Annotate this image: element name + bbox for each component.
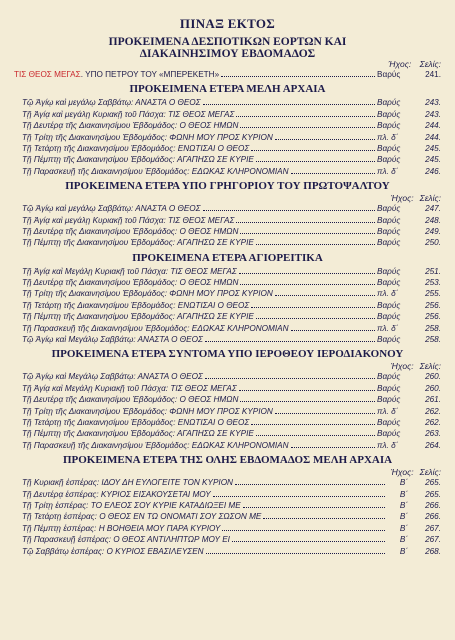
toc-entry: [22, 334, 441, 345]
entry-page: 258.: [425, 323, 441, 333]
entry-page: 258.: [425, 335, 441, 345]
entry-page: 268.: [425, 546, 441, 556]
section-heading: ΠΡΟΚΕΙΜΕΝΑ ΕΤΕΡΑ ΤΗΣ ΟΛΗΣ ΕΒΔΟΜΑΔΟΣ ΜΕΛΗ ΑΡΧΑΙΑ: [62, 454, 393, 467]
entry-text: Τῇ Τετάρτῃ τῆς Διακαινησίμου Ἑβδομάδος: ΕΝΩΤΙΣΑΙ Ο ΘΕΟΣ: [22, 417, 250, 427]
entry-text: Τῇ Δευτέρᾳ τῆς Διακαινησίμου Ἑβδομάδος: Ο ΘΕΟΣ ΗΜΩΝ: [22, 226, 239, 236]
subtitle: [0, 36, 455, 60]
page-column-header: Σελίς:: [419, 59, 441, 69]
entry-mode: πλ. δ΄: [377, 406, 399, 416]
toc-entry: [22, 371, 441, 382]
entry-mode: πλ. δ΄: [377, 289, 399, 299]
toc-entry: [22, 477, 441, 488]
dot-leader: [221, 76, 375, 77]
entry-mode: Βαρύς: [377, 70, 401, 79]
dot-leader: [251, 307, 375, 308]
entry-page: 265.: [425, 478, 441, 488]
toc-entry: [22, 534, 441, 545]
toc-entry: [22, 226, 441, 237]
toc-entry: [22, 383, 441, 394]
entry-mode: Β΄: [399, 512, 409, 522]
entry-text: Τῇ Τρίτῃ τῆς Διακαινησίμου Ἑβδομάδος: ΦΩΝΗ ΜΟΥ ΠΡΟΣ ΚΥΡΙΟΝ: [22, 132, 273, 142]
entry-text: Τῇ Πέμπτῃ ἑσπέρας: Η ΒΟΗΘΕΙΑ ΜΟΥ ΠΑΡΑ ΚΥΡΙΟΥ: [22, 523, 221, 533]
entry-mode: Βαρύς: [377, 98, 401, 108]
entry-page: 267.: [425, 535, 441, 545]
dot-leader: [240, 284, 375, 285]
entry-mode: Β΄: [399, 500, 409, 510]
toc-entry: [22, 154, 441, 165]
entry-mode: Βαρύς: [377, 238, 401, 248]
entry-page: 256.: [425, 300, 441, 310]
dot-leader: [275, 413, 375, 414]
entry-page: 249.: [425, 226, 441, 236]
entry-text: Τῇ Παρασκευῇ τῆς Διακαινησίμου Ἑβδομάδος: ΕΔΩΚΑΣ ΚΛΗΡΟΝΟΜΙΑΝ: [22, 440, 289, 450]
sections: [0, 82, 455, 557]
entry-mode: Βαρύς: [377, 155, 401, 165]
entry-mode: Βαρύς: [377, 226, 401, 236]
mode-column-header: Ήχος:: [390, 467, 414, 478]
toc-entry: [22, 323, 441, 334]
entry-text: Τῷ Ἁγίῳ καὶ μεγάλῳ Σαββάτῳ: ΑΝΑΣΤΑ Ο ΘΕΟΣ: [22, 204, 201, 214]
dot-leader: [256, 161, 375, 162]
dot-leader: [291, 330, 375, 331]
toc-entry: [22, 97, 441, 108]
toc-entry: [22, 288, 441, 299]
entry-mode: Βαρύς: [377, 312, 401, 322]
entry-page: 267.: [425, 523, 441, 533]
dot-leader: [240, 401, 375, 402]
entry-page: 243.: [425, 109, 441, 119]
mode-column-header: Ήχος:: [390, 361, 414, 372]
entry-page: 256.: [425, 312, 441, 322]
entry-text: Τῇ Πέμπτῃ τῆς Διακαινησίμου Ἑβδομάδος: ΑΓΑΠΗΣΩ ΣΕ ΚΥΡΙΕ: [22, 312, 254, 322]
entry-rest: . ΥΠΟ ΠΕΤΡΟΥ ΤΟΥ «ΜΠΕΡΕΚΕΤΗ»: [80, 70, 220, 79]
toc-entry: [22, 203, 441, 214]
entry-page: 247.: [425, 204, 441, 214]
toc-entry: [22, 166, 441, 177]
entry-mode: Β΄: [399, 489, 409, 499]
dot-leader: [235, 484, 385, 485]
entry-mode: Βαρύς: [377, 335, 401, 345]
entry-text: Τῇ Κυριακῇ ἑσπέρας: ΙΔΟΥ ΔΗ ΕΥΛΟΓΕΙΤΕ ΤΟΝ ΚΥΡΙΟΝ: [22, 478, 233, 488]
entry-page: 262.: [425, 406, 441, 416]
dot-leader: [203, 210, 375, 211]
entry-text: Τῷ Ἁγίῳ καὶ Μεγάλῳ Σαββάτῳ: ΑΝΑΣΤΑ Ο ΘΕΟΣ: [22, 335, 203, 345]
dot-leader: [240, 233, 375, 234]
dot-leader: [291, 173, 375, 174]
dot-leader: [203, 104, 375, 105]
entry-mode: Βαρύς: [377, 204, 401, 214]
entry-text: Τῇ Δευτέρᾳ ἑσπέρας: ΚΥΡΙΟΣ ΕΙΣΑΚΟΥΣΕΤΑΙ ΜΟΥ: [22, 489, 211, 499]
entry-red-title: ΤΙΣ ΘΕΟΣ ΜΕΓΑΣ: [14, 70, 81, 79]
page-column-header: Σελίς:: [419, 193, 441, 204]
entry-page: 244.: [425, 132, 441, 142]
toc-entry: [22, 215, 441, 226]
entry-text: Τῇ Τρίτῃ ἑσπέρας: ΤΟ ΕΛΕΟΣ ΣΟΥ ΚΥΡΙΕ ΚΑΤΑΔΙΩΞΕΙ ΜΕ: [22, 500, 241, 510]
toc-entry: [22, 237, 441, 248]
entry-page: 262.: [425, 417, 441, 427]
entry-page: 265.: [425, 489, 441, 499]
entry-text: Τῷ Σαββάτῳ ἑσπέρας: Ο ΚΥΡΙΟΣ ΕΒΑΣΙΛΕΥΣΕΝ: [22, 546, 204, 556]
entry-page: 255.: [425, 289, 441, 299]
dot-leader: [251, 150, 375, 151]
column-headers: [0, 60, 455, 69]
toc-entry: [22, 523, 441, 534]
dot-leader: [251, 424, 375, 425]
toc-entry: [22, 489, 441, 500]
dot-leader: [243, 507, 385, 508]
dot-leader: [205, 341, 375, 342]
entry-mode: Βαρύς: [377, 417, 401, 427]
entry-text: Τῇ Πέμπτῃ τῆς Διακαινησίμου Ἑβδομάδος: ΑΓΑΠΗΣΩ ΣΕ ΚΥΡΙΕ: [22, 429, 254, 439]
entry-mode: Βαρύς: [377, 143, 401, 153]
entry-text: Τῇ Παρασκευῇ τῆς Διακαινησίμου Ἑβδομάδος: ΕΔΩΚΑΣ ΚΛΗΡΟΝΟΜΙΑΝ: [22, 323, 289, 333]
dot-leader: [236, 222, 375, 223]
toc-entry: [22, 120, 441, 131]
subtitle-line-1: ΠΡΟΚΕΙΜΕΝΑ ΔΕΣΠΟΤΙΚΩΝ ΕΟΡΤΩΝ ΚΑΙ: [108, 36, 347, 48]
entry-text: Τῷ Ἁγίῳ καὶ Μεγάλῳ Σαββάτῳ: ΑΝΑΣΤΑ Ο ΘΕΟΣ: [22, 372, 203, 382]
page-column-header: Σελίς:: [419, 361, 441, 372]
dot-leader: [239, 390, 375, 391]
subtitle-line-2: ΔΙΑΚΑΙΝΗΣΙΜΟΥ ΕΒΔΟΜΑΔΟΣ: [139, 48, 316, 60]
mode-column-header: Ήχος:: [388, 59, 412, 69]
entry-text: Τῇ Ἁγίᾳ καὶ Μεγάλῃ Κυριακῇ τοῦ Πάσχα: ΤΙΣ ΘΕΟΣ ΜΕΓΑΣ: [22, 383, 237, 393]
entry-page: 261.: [425, 395, 441, 405]
section-heading: ΠΡΟΚΕΙΜΕΝΑ ΕΤΕΡΑ ΑΓΙΟΡΕΙΤΙΚΑ: [132, 251, 323, 264]
entry-mode: πλ. δ΄: [377, 166, 399, 176]
page-column-header: Σελίς:: [419, 467, 441, 478]
dot-leader: [213, 496, 385, 497]
dot-leader: [232, 541, 385, 542]
entry-text: Τῇ Ἁγίᾳ καὶ μεγάλῃ Κυριακῇ τοῦ Πάσχα: ΤΙΣ ΘΕΟΣ ΜΕΓΑΣ: [22, 215, 235, 225]
entry-mode: Βαρύς: [377, 372, 401, 382]
dot-leader: [256, 318, 375, 319]
dot-leader: [256, 244, 375, 245]
entry-page: 253.: [425, 278, 441, 288]
entry-text: Τῇ Πέμπτῃ τῆς Διακαινησίμου Ἑβδομάδος: ΑΓΑΠΗΣΩ ΣΕ ΚΥΡΙΕ: [22, 155, 254, 165]
dot-leader: [206, 553, 385, 554]
entry-mode: Β΄: [399, 546, 409, 556]
section-heading: ΠΡΟΚΕΙΜΕΝΑ ΕΤΕΡΑ ΥΠΟ ΓΡΗΓΟΡΙΟΥ ΤΟΥ ΠΡΩΤΟΨΑΛΤΟΥ: [65, 180, 390, 193]
toc-entry: [22, 440, 441, 451]
entry-text: Τῇ Παρασκευῇ ἑσπέρας: Ο ΘΕΟΣ ΑΝΤΙΛΗΠΤΩΡ ΜΟΥ ΕΙ: [22, 535, 230, 545]
toc-entry: [22, 266, 441, 277]
entry-page: 243.: [425, 98, 441, 108]
entry-mode: πλ. δ΄: [377, 440, 399, 450]
entry-mode: Βαρύς: [377, 278, 401, 288]
toc-entry: [22, 300, 441, 311]
toc-entry: [22, 132, 441, 143]
mode-column-header: Ήχος:: [390, 193, 414, 204]
entry-page: 260.: [425, 372, 441, 382]
toc-entry: [22, 109, 441, 120]
dot-leader: [263, 518, 385, 519]
toc-entry: [22, 417, 441, 428]
dot-leader: [291, 447, 375, 448]
entry-mode: Βαρύς: [377, 429, 401, 439]
toc-entry: [22, 500, 441, 511]
entry-text: Τῇ Τετάρτῃ τῆς Διακαινησίμου Ἑβδομάδος: ΕΝΩΤΙΣΑΙ Ο ΘΕΟΣ: [22, 143, 250, 153]
entry-page: 246.: [425, 166, 441, 176]
entry-text: Τῇ Τετάρτῃ τῆς Διακαινησίμου Ἑβδομάδος: ΕΝΩΤΙΣΑΙ Ο ΘΕΟΣ: [22, 300, 250, 310]
top-entry: [14, 69, 441, 80]
entry-text: Τῇ Δευτέρᾳ τῆς Διακαινησίμου Ἑβδομάδος: Ο ΘΕΟΣ ΗΜΩΝ: [22, 121, 239, 131]
dot-leader: [239, 273, 375, 274]
toc-entry: [22, 546, 441, 557]
entry-text: Τῇ Πέμπτῃ τῆς Διακαινησίμου Ἑβδομάδος: ΑΓΑΠΗΣΩ ΣΕ ΚΥΡΙΕ: [22, 238, 254, 248]
dot-leader: [275, 295, 375, 296]
entry-mode: πλ. δ΄: [377, 132, 399, 142]
entry-page: 241.: [425, 70, 441, 79]
toc-entry: [22, 143, 441, 154]
dot-leader: [205, 378, 375, 379]
entry-text: Τῷ Ἁγίῳ καὶ μεγάλῳ Σαββάτῳ: ΑΝΑΣΤΑ Ο ΘΕΟΣ: [22, 98, 201, 108]
entry-mode: Β΄: [399, 535, 409, 545]
entry-mode: Β΄: [399, 478, 409, 488]
toc-entry: [22, 277, 441, 288]
entry-text: Τῇ Παρασκευῇ τῆς Διακαινησίμου Ἑβδομάδος: ΕΔΩΚΑΣ ΚΛΗΡΟΝΟΜΙΑΝ: [22, 166, 289, 176]
dot-leader: [236, 116, 375, 117]
entry-mode: Β΄: [399, 523, 409, 533]
toc-entry: [22, 428, 441, 439]
entry-text: [14, 69, 219, 80]
page-title: ΠΙΝΑΞ ΕΚΤΟΣ: [179, 16, 276, 31]
entry-page: 248.: [425, 215, 441, 225]
entry-mode: Βαρύς: [377, 383, 401, 393]
entry-text: Τῇ Τρίτῃ τῆς Διακαινησίμου Ἑβδομάδος: ΦΩΝΗ ΜΟΥ ΠΡΟΣ ΚΥΡΙΟΝ: [22, 289, 273, 299]
entry-text: Τῇ Ἁγίᾳ καὶ Μεγάλῃ Κυριακῇ τοῦ Πάσχα: ΤΙΣ ΘΕΟΣ ΜΕΓΑΣ: [22, 266, 237, 276]
entry-page: 266.: [425, 500, 441, 510]
entry-page: 264.: [425, 440, 441, 450]
entry-page: 245.: [425, 155, 441, 165]
entry-text: Τῇ Τρίτῃ τῆς Διακαινησίμου Ἑβδομάδος: ΦΩΝΗ ΜΟΥ ΠΡΟΣ ΚΥΡΙΟΝ: [22, 406, 273, 416]
entry-page: 245.: [425, 143, 441, 153]
entry-text: Τῇ Ἁγίᾳ καὶ μεγάλῃ Κυριακῇ τοῦ Πάσχα: ΤΙΣ ΘΕΟΣ ΜΕΓΑΣ: [22, 109, 235, 119]
entry-mode: Βαρύς: [377, 121, 401, 131]
section-heading: ΠΡΟΚΕΙΜΕΝΑ ΕΤΕΡΑ ΣΥΝΤΟΜΑ ΥΠΟ ΙΕΡΟΘΕΟΥ ΙΕΡΟΔΙΑΚΟΝΟΥ: [51, 348, 404, 361]
toc-entry: [22, 406, 441, 417]
entry-page: 251.: [425, 266, 441, 276]
entry-mode: πλ. δ΄: [377, 323, 399, 333]
dot-leader: [222, 530, 385, 531]
column-headers: [0, 362, 455, 371]
toc-entry: [22, 394, 441, 405]
entry-text: Τῇ Δευτέρᾳ τῆς Διακαινησίμου Ἑβδομάδος: Ο ΘΕΟΣ ΗΜΩΝ: [22, 395, 239, 405]
entry-text: Τῇ Δευτέρᾳ τῆς Διακαινησίμου Ἑβδομάδος: Ο ΘΕΟΣ ΗΜΩΝ: [22, 278, 239, 288]
dot-leader: [275, 139, 375, 140]
entry-mode: Βαρύς: [377, 266, 401, 276]
column-headers: [0, 194, 455, 203]
section-heading: ΠΡΟΚΕΙΜΕΝΑ ΕΤΕΡΑ ΜΕΛΗ ΑΡΧΑΙΑ: [129, 83, 326, 96]
entry-mode: Βαρύς: [377, 109, 401, 119]
entry-page: 250.: [425, 238, 441, 248]
entry-mode: Βαρύς: [377, 215, 401, 225]
dot-leader: [240, 127, 375, 128]
entry-page: 266.: [425, 512, 441, 522]
toc-entry: [22, 511, 441, 522]
entry-mode: Βαρύς: [377, 395, 401, 405]
toc-entry: [22, 311, 441, 322]
entry-page: 244.: [425, 121, 441, 131]
dot-leader: [256, 435, 375, 436]
entry-mode: Βαρύς: [377, 300, 401, 310]
entry-text: Τῇ Τετάρτῃ ἑσπέρας: Ο ΘΕΟΣ ΕΝ ΤΩ ΟΝΟΜΑΤΙ ΣΟΥ ΣΩΣΟΝ ΜΕ: [22, 512, 262, 522]
entry-page: 260.: [425, 383, 441, 393]
entry-page: 263.: [425, 429, 441, 439]
column-headers: [0, 468, 455, 477]
